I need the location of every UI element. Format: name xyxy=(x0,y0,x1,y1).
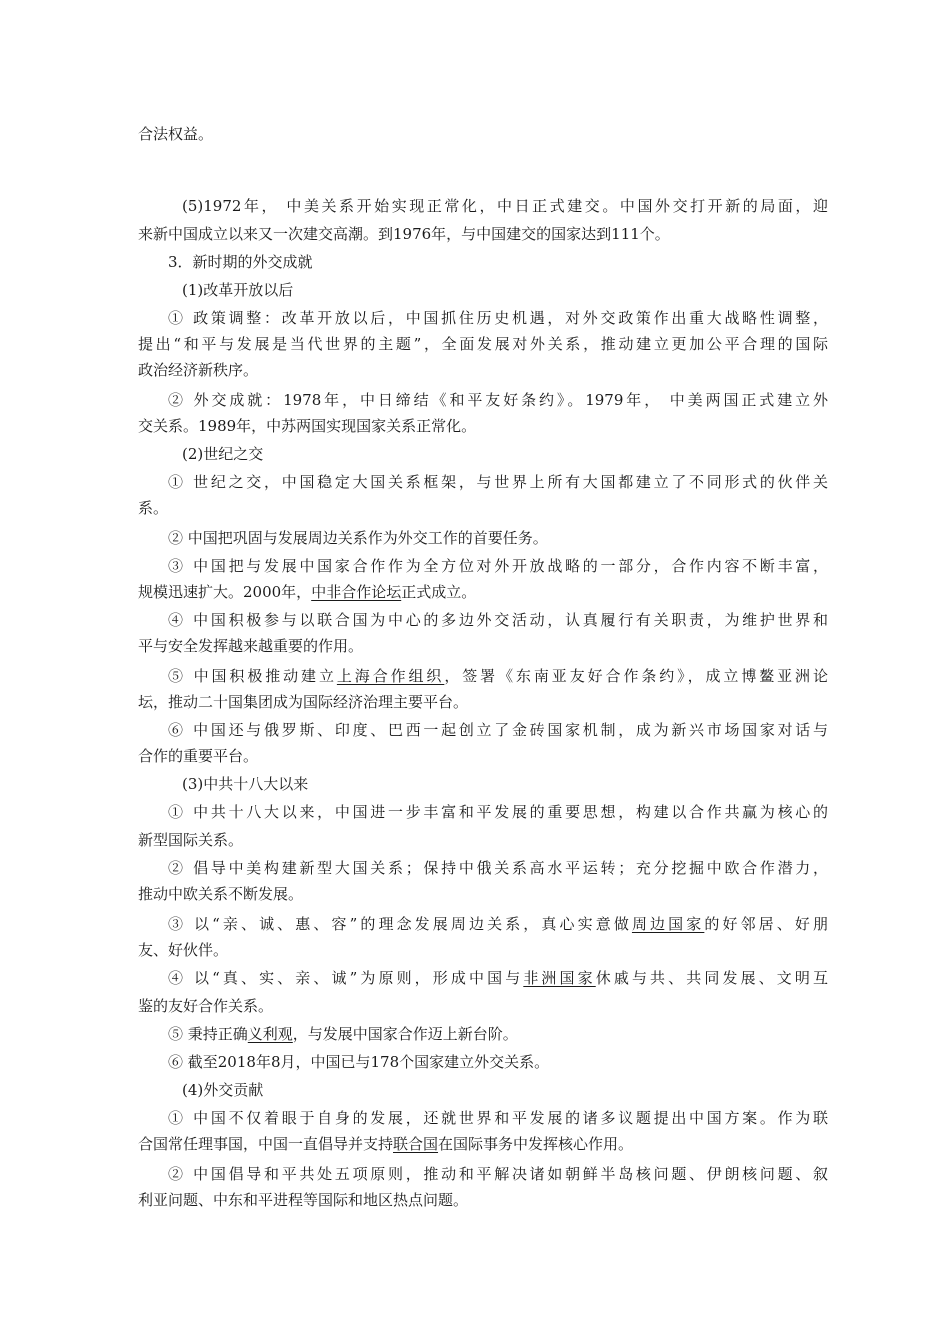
text-span: 休戚与共、共同发展、文明互 xyxy=(595,969,828,987)
text-line: 交关系。1989年，中苏两国实现国家关系正常化。 xyxy=(138,417,477,435)
text-span: ⑤ 秉持正确 xyxy=(168,1025,248,1043)
text-line: 坛，推动二十国集团成为国际经济治理主要平台。 xyxy=(138,693,469,711)
text-span: 的好邻居、好朋 xyxy=(704,915,828,933)
underlined-term: 联合国 xyxy=(393,1135,439,1153)
subsection-heading: (4)外交贡献 xyxy=(182,1081,264,1099)
text-span: 合国常任理事国，中国一直倡导并支持 xyxy=(138,1135,394,1153)
subsection-heading: (3)中共十八大以来 xyxy=(182,775,309,793)
text-line: ① 中国不仅着眼于自身的发展，还就世界和平发展的诸多议题提出中国方案。作为联 xyxy=(168,1109,828,1127)
text-span: ③ 以“亲、诚、惠、容”的理念发展周边关系，真心实意做 xyxy=(168,915,632,933)
text-line: ① 世纪之交，中国稳定大国关系框架，与世界上所有大国都建立了不同形式的伙伴关 xyxy=(168,473,828,491)
text-line: ② 外交成就：1978年，中日缔结《和平友好条约》。1979年， 中美两国正式建立外 xyxy=(168,391,828,409)
underlined-term: 中非合作论坛 xyxy=(311,583,402,601)
text-line: ③ 中国把与发展中国家合作作为全方位对外开放战略的一部分，合作内容不断丰富， xyxy=(168,557,828,575)
section-heading: 3．新时期的外交成就 xyxy=(168,253,313,271)
text-line: ① 政策调整：改革开放以后，中国抓住历史机遇，对外交政策作出重大战略性调整， xyxy=(168,309,828,327)
underlined-term: 周边国家 xyxy=(631,915,705,933)
text-line: ④ 中国积极参与以联合国为中心的多边外交活动，认真履行有关职责，为维护世界和 xyxy=(168,611,828,629)
subsection-heading: (2)世纪之交 xyxy=(182,445,264,463)
text-line: 友、好伙伴。 xyxy=(138,941,229,959)
text-line: ⑥ 截至2018年8月，中国已与178个国家建立外交关系。 xyxy=(168,1053,550,1071)
text-line: 鉴的友好合作关系。 xyxy=(138,997,274,1015)
text-line: 政治经济新秩序。 xyxy=(138,361,259,379)
text-line: 系。 xyxy=(138,499,169,517)
text-span: ④ 以“真、实、亲、诚”为原则，形成中国与 xyxy=(168,969,524,987)
text-line xyxy=(168,1024,828,1044)
text-line xyxy=(168,914,828,934)
text-span: ⑤ 中国积极推动建立 xyxy=(168,667,337,685)
text-line: 新型国际关系。 xyxy=(138,831,244,849)
subsection-heading: (1)改革开放以后 xyxy=(182,281,294,299)
text-line: 合法权益。 xyxy=(138,125,214,143)
text-line: 提出“和平与发展是当代世界的主题”，全面发展对外关系，推动建立更加公平合理的国际 xyxy=(138,335,828,353)
text-span: ，与发展中国家合作迈上新台阶。 xyxy=(292,1025,518,1043)
text-line xyxy=(168,666,828,686)
underlined-term: 义利观 xyxy=(247,1025,293,1043)
text-span: 在国际事务中发挥核心作用。 xyxy=(438,1135,634,1153)
text-line: ⑥ 中国还与俄罗斯、印度、巴西一起创立了金砖国家机制，成为新兴市场国家对话与 xyxy=(168,721,828,739)
underlined-term: 非洲国家 xyxy=(523,969,596,987)
text-line: ② 中国把巩固与发展周边关系作为外交工作的首要任务。 xyxy=(168,529,548,547)
text-span: 正式成立。 xyxy=(401,583,477,601)
text-line: ② 倡导中美构建新型大国关系；保持中俄关系高水平运转；充分挖掘中欧合作潜力， xyxy=(168,859,828,877)
text-line: 合作的重要平台。 xyxy=(138,747,259,765)
text-line: 来新中国成立以来又一次建交高潮。到1976年，与中国建交的国家达到111个。 xyxy=(138,225,670,243)
text-line xyxy=(138,1134,828,1154)
text-span: 规模迅速扩大。2000年， xyxy=(138,583,312,601)
text-line xyxy=(138,582,828,602)
text-span: ，签署《东南亚友好合作条约》，成立博鳌亚洲论 xyxy=(444,667,828,685)
text-line xyxy=(168,968,828,988)
text-line: 利亚问题、中东和平进程等国际和地区热点问题。 xyxy=(138,1191,469,1209)
underlined-term: 上海合作组织 xyxy=(336,667,445,685)
text-line: (5)1972年， 中美关系开始实现正常化，中日正式建交。中国外交打开新的局面，迎 xyxy=(182,197,828,215)
text-line: ② 中国倡导和平共处五项原则，推动和平解决诸如朝鲜半岛核问题、伊朗核问题、叙 xyxy=(168,1165,828,1183)
text-line: 平与安全发挥越来越重要的作用。 xyxy=(138,637,364,655)
text-line: 推动中欧关系不断发展。 xyxy=(138,885,304,903)
text-line: ① 中共十八大以来，中国进一步丰富和平发展的重要思想，构建以合作共赢为核心的 xyxy=(168,803,828,821)
